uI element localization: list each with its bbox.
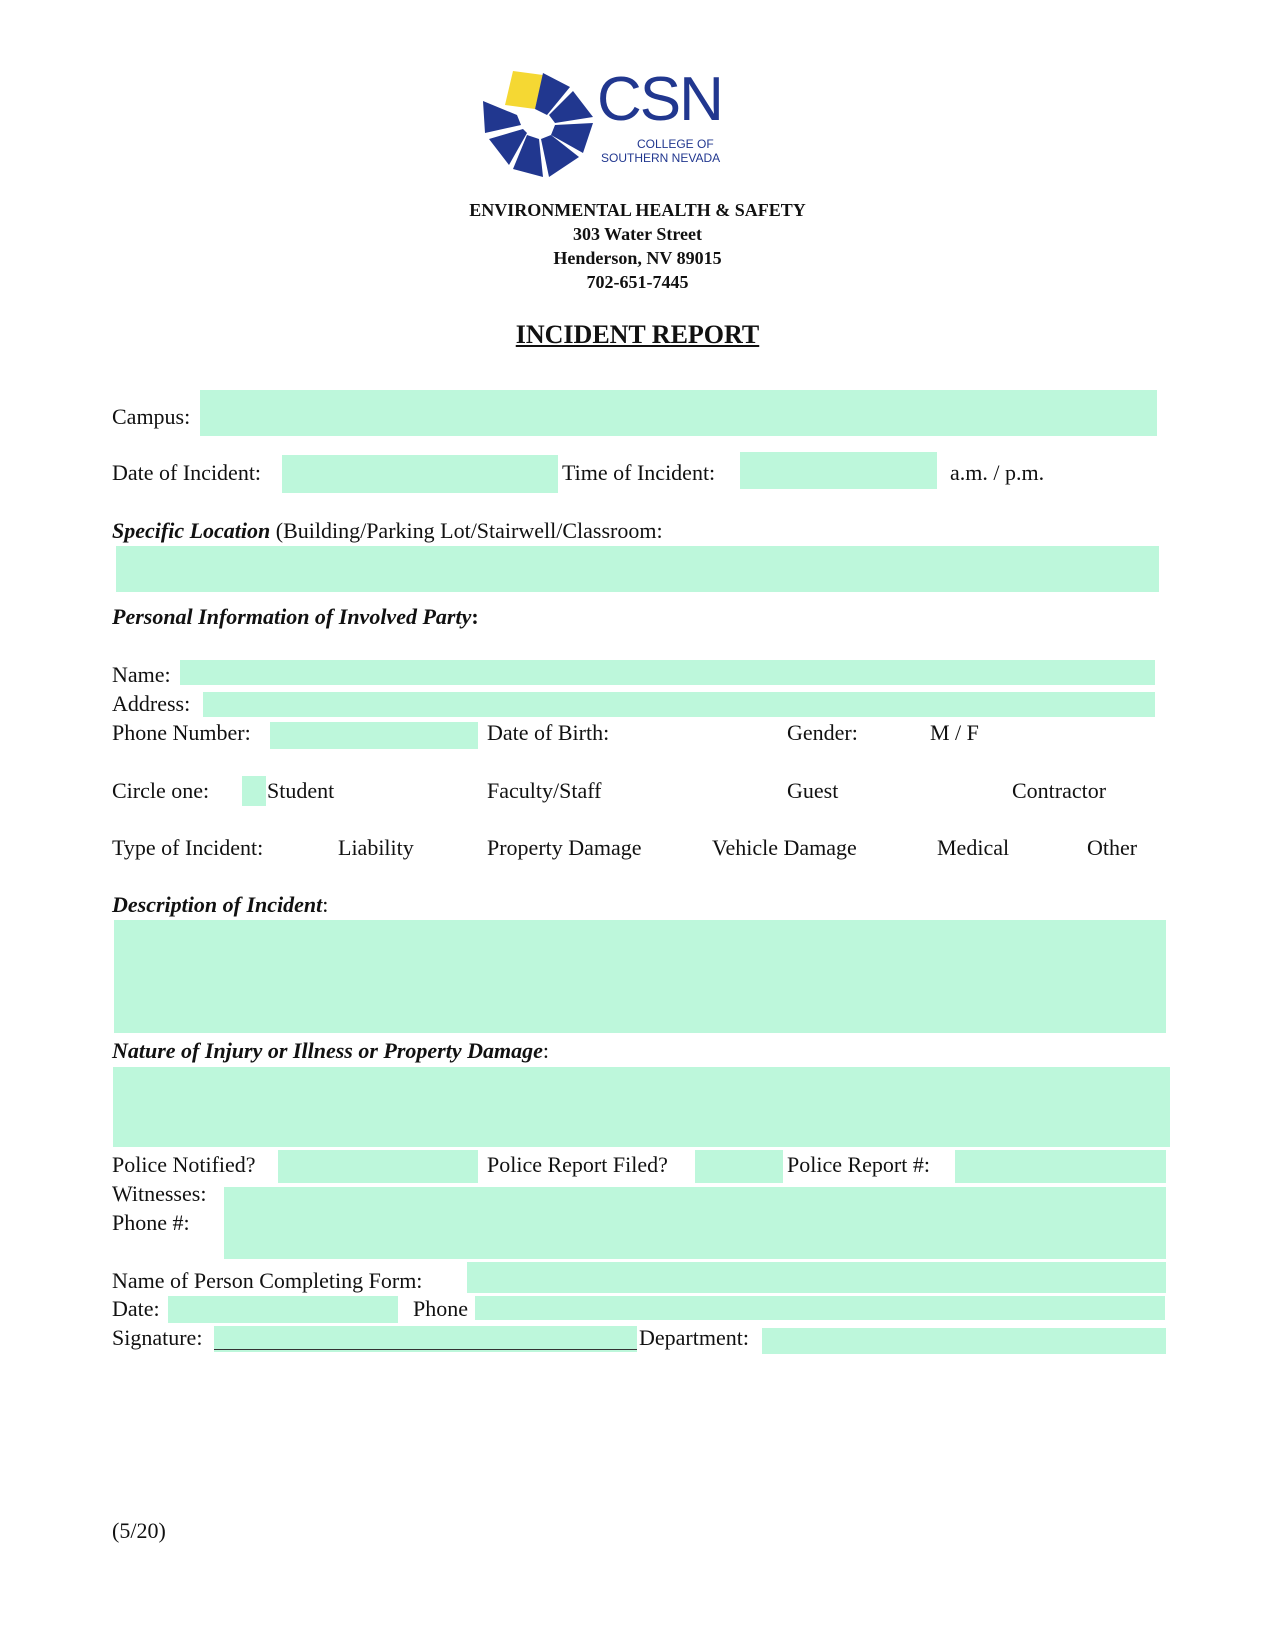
signature-label: Signature: — [112, 1325, 203, 1350]
nature-field[interactable] — [113, 1067, 1170, 1147]
campus-field[interactable] — [200, 390, 1157, 436]
role-checkbox[interactable] — [242, 776, 266, 806]
phone-label: Phone — [413, 1296, 468, 1321]
csn-logo — [475, 65, 735, 185]
specific-location-field[interactable] — [116, 546, 1159, 592]
police-number-label: Police Report #: — [787, 1152, 930, 1177]
date-label: Date: — [112, 1296, 160, 1321]
type-other[interactable]: Other — [1087, 835, 1138, 860]
form-revision: (5/20) — [112, 1518, 166, 1543]
time-of-incident-field[interactable] — [740, 452, 937, 489]
gender-label: Gender: — [787, 720, 858, 745]
person-completing-label: Name of Person Completing Form: — [112, 1268, 423, 1293]
page-title: INCIDENT REPORT — [515, 320, 760, 349]
logo-sub-text-2: SOUTHERN NEVADA — [601, 151, 721, 165]
type-liability[interactable]: Liability — [338, 835, 414, 860]
nature-heading — [112, 1038, 549, 1064]
header-street: 303 Water Street — [573, 224, 702, 244]
role-guest[interactable]: Guest — [787, 778, 839, 803]
police-notified-label: Police Notified? — [112, 1152, 256, 1177]
ampm-options[interactable]: a.m. / p.m. — [950, 460, 1045, 485]
description-heading-text: Description of Incident — [112, 892, 323, 917]
department-label: Department: — [639, 1325, 749, 1350]
logo-main-text: CSN — [597, 65, 722, 134]
nature-heading-text: Nature of Injury or Illness or Property Damage — [112, 1038, 543, 1063]
phone-number-label: Phone Number: — [112, 720, 251, 745]
description-field[interactable] — [114, 920, 1166, 1033]
type-of-incident-label: Type of Incident: — [112, 835, 264, 860]
police-notified-field[interactable] — [278, 1150, 478, 1183]
type-vehicle-damage[interactable]: Vehicle Damage — [712, 835, 857, 860]
police-filed-label: Police Report Filed? — [487, 1152, 668, 1177]
date-of-incident-label: Date of Incident: — [112, 460, 262, 485]
name-field[interactable] — [180, 660, 1155, 685]
signature-line — [214, 1349, 637, 1350]
csn-star-icon — [475, 65, 605, 185]
specific-location-label — [112, 518, 663, 544]
campus-label: Campus: — [112, 404, 191, 429]
person-completing-field[interactable] — [467, 1262, 1166, 1293]
role-contractor[interactable]: Contractor — [1012, 778, 1107, 803]
description-heading — [112, 892, 328, 918]
date-of-incident-field[interactable] — [282, 455, 558, 493]
address-field[interactable] — [203, 692, 1155, 717]
personal-info-heading-colon: : — [471, 604, 479, 629]
type-property-damage[interactable]: Property Damage — [487, 835, 642, 860]
role-student[interactable]: Student — [267, 778, 335, 803]
circle-one-label: Circle one: — [112, 778, 210, 803]
phone-number-field[interactable] — [270, 722, 478, 749]
nature-heading-colon: : — [542, 1038, 549, 1063]
specific-location-heading: Specific Location — [112, 518, 271, 543]
description-heading-colon: : — [322, 892, 329, 917]
name-label: Name: — [112, 662, 171, 687]
gender-options[interactable]: M / F — [930, 720, 979, 745]
header-city: Henderson, NV 89015 — [553, 248, 722, 268]
witnesses-field[interactable] — [224, 1187, 1166, 1259]
date-field[interactable] — [168, 1296, 398, 1323]
header-phone: 702-651-7445 — [586, 272, 689, 292]
witnesses-label: Witnesses: — [112, 1181, 207, 1206]
role-faculty-staff[interactable]: Faculty/Staff — [487, 778, 602, 803]
address-label: Address: — [112, 691, 191, 716]
police-number-field[interactable] — [955, 1150, 1166, 1183]
logo-sub-text-1: COLLEGE OF — [637, 137, 714, 151]
header-dept: ENVIRONMENTAL HEALTH & SAFETY — [469, 200, 806, 220]
personal-info-heading-text: Personal Information of Involved Party — [112, 604, 472, 629]
dob-label: Date of Birth: — [487, 720, 610, 745]
time-of-incident-label: Time of Incident: — [562, 460, 716, 485]
police-filed-field[interactable] — [695, 1150, 783, 1183]
specific-location-hint: (Building/Parking Lot/Stairwell/Classroom: — [270, 518, 663, 543]
type-medical[interactable]: Medical — [937, 835, 1010, 860]
witness-phone-label: Phone #: — [112, 1210, 190, 1235]
personal-info-heading — [112, 604, 479, 630]
department-field[interactable] — [762, 1328, 1166, 1354]
phone-field[interactable] — [475, 1296, 1165, 1320]
